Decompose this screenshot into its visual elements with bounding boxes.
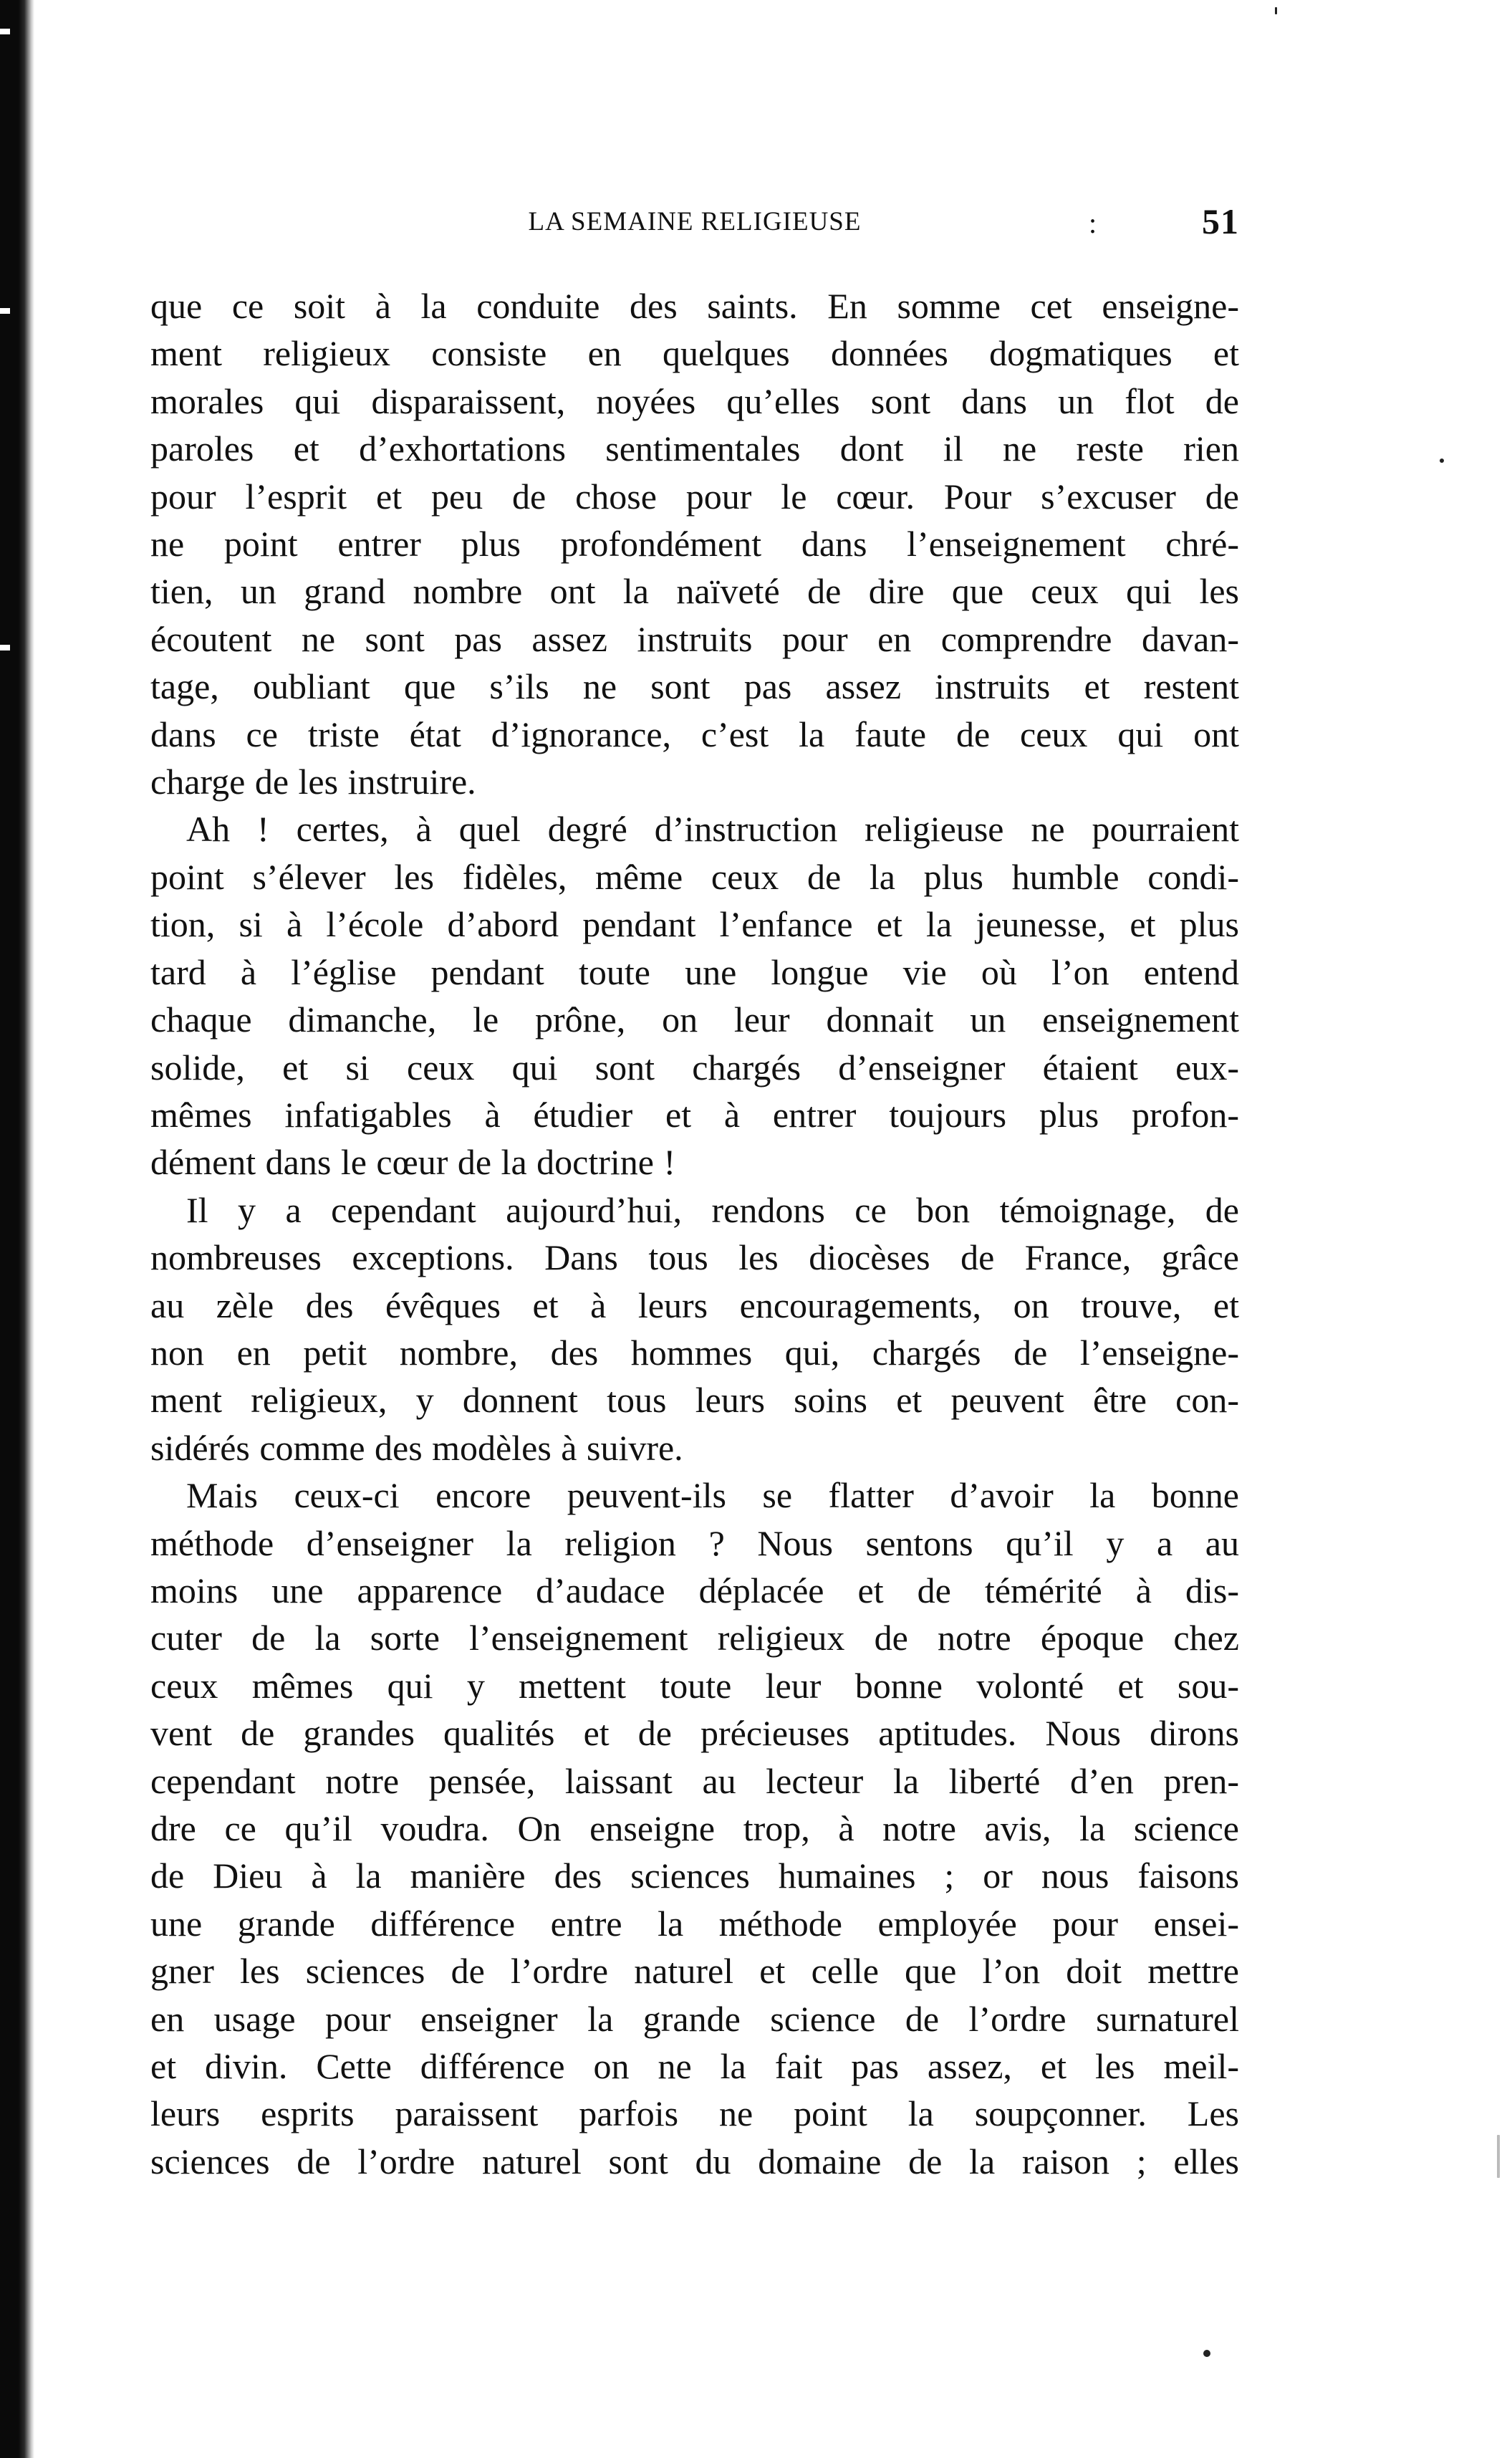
binding-shadow (0, 0, 34, 2458)
text-line: dément dans le cœur de la doctrine ! (150, 1142, 676, 1183)
text-line: charge de les instruire. (150, 762, 476, 802)
book-page (150, 193, 1239, 2185)
text-line: tien, un grand nombre ont la naïveté de dire que ceux qui les (150, 571, 1239, 612)
text-line: Mais ceux-ci encore peuvent-ils se flatter d’avoir la bonne (186, 1475, 1239, 1516)
text-line: dre ce qu’il voudra. On enseigne trop, à notre avis, la science (150, 1808, 1239, 1848)
text-line: méthode d’enseigner la religion ? Nous sentons qu’il y a au (150, 1522, 1239, 1563)
scan-speck (1275, 7, 1277, 14)
text-line: Il y a cependant aujourd’hui, rendons ce bon témoignage, de (186, 1189, 1239, 1230)
text-line: en usage pour enseigner la grande science de l’ordre surnaturel (150, 1998, 1239, 2039)
text-line: que ce soit à la conduite des saints. En somme cet enseigne- (150, 286, 1239, 326)
binding-nick (0, 308, 10, 314)
text-line: sciences de l’ordre naturel sont du domaine de la raison ; elles (150, 2141, 1239, 2181)
scan-speck (1203, 2350, 1210, 2357)
text-line: nombreuses exceptions. Dans tous les diocèses de France, grâce (150, 1237, 1239, 1278)
text-line: ne point entrer plus profondément dans l’enseignement chré- (150, 524, 1239, 565)
text-line: ment religieux, y donnent tous leurs soins et peuvent être con- (150, 1380, 1239, 1421)
text-line: chaque dimanche, le prône, on leur donnait un enseignement (150, 999, 1239, 1040)
text-line: gner les sciences de l’ordre naturel et celle que l’on doit mettre (150, 1951, 1239, 1992)
text-line: paroles et d’exhortations sentimentales dont il ne reste rien (150, 428, 1239, 469)
running-title: LA SEMAINE RELIGIEUSE (528, 207, 862, 236)
text-line: au zèle des évêques et à leurs encouragements, on trouve, et (150, 1285, 1239, 1325)
text-line: une grande différence entre la méthode employée pour ensei- (150, 1903, 1239, 1944)
text-line: pour l’esprit et peu de chose pour le cœur. Pour s’excuser de (150, 476, 1239, 517)
text-line: cependant notre pensée, laissant au lecteur la liberté d’en pren- (150, 1760, 1239, 1801)
page-number: 51 (1202, 201, 1239, 241)
text-line: de Dieu à la manière des sciences humaines ; or nous faisons (150, 1855, 1239, 1896)
text-line: Ah ! certes, à quel degré d’instruction religieuse ne pourraient (186, 809, 1239, 850)
scan-speck (1497, 2135, 1500, 2178)
running-head (150, 193, 1239, 244)
text-line: ceux mêmes qui y mettent toute leur bonne volonté et sou- (150, 1665, 1239, 1706)
text-line: tage, oubliant que s’ils ne sont pas assez instruits et restent (150, 666, 1239, 707)
text-line: tard à l’église pendant toute une longue vie où l’on entend (150, 951, 1239, 992)
text-line: tion, si à l’école d’abord pendant l’enfance et la jeunesse, et plus (150, 904, 1239, 945)
scan-speck (1440, 459, 1444, 463)
binding-nick (0, 29, 10, 34)
text-line: vent de grandes qualités et de précieuses aptitudes. Nous dirons (150, 1713, 1239, 1754)
text-line: leurs esprits paraissent parfois ne point la soupçonner. Les (150, 2093, 1239, 2134)
text-line: et divin. Cette différence on ne la fait pas assez, et les meil- (150, 2046, 1239, 2087)
text-line: mêmes infatigables à étudier et à entrer toujours plus profon- (150, 1094, 1239, 1135)
text-line: solide, et si ceux qui sont chargés d’enseigner étaient eux- (150, 1047, 1239, 1088)
text-line: cuter de la sorte l’enseignement religieux de notre époque chez (150, 1618, 1239, 1658)
text-line: ment religieux consiste en quelques données dogmatiques et (150, 333, 1239, 374)
text-line: non en petit nombre, des hommes qui, chargés de l’enseigne- (150, 1332, 1239, 1373)
text-line: point s’élever les fidèles, même ceux de la plus humble condi- (150, 856, 1239, 897)
text-line: sidérés comme des modèles à suivre. (150, 1427, 683, 1468)
binding-nick (0, 645, 10, 650)
text-line: morales qui disparaissent, noyées qu’elles sont dans un flot de (150, 380, 1239, 421)
running-head-separator: : (1089, 207, 1098, 239)
page-body (150, 282, 1239, 2185)
text-line: dans ce triste état d’ignorance, c’est la faute de ceux qui ont (150, 714, 1239, 754)
text-line: écoutent ne sont pas assez instruits pour en comprendre davan- (150, 618, 1239, 659)
text-line: moins une apparence d’audace déplacée et de témérité à dis- (150, 1570, 1239, 1610)
